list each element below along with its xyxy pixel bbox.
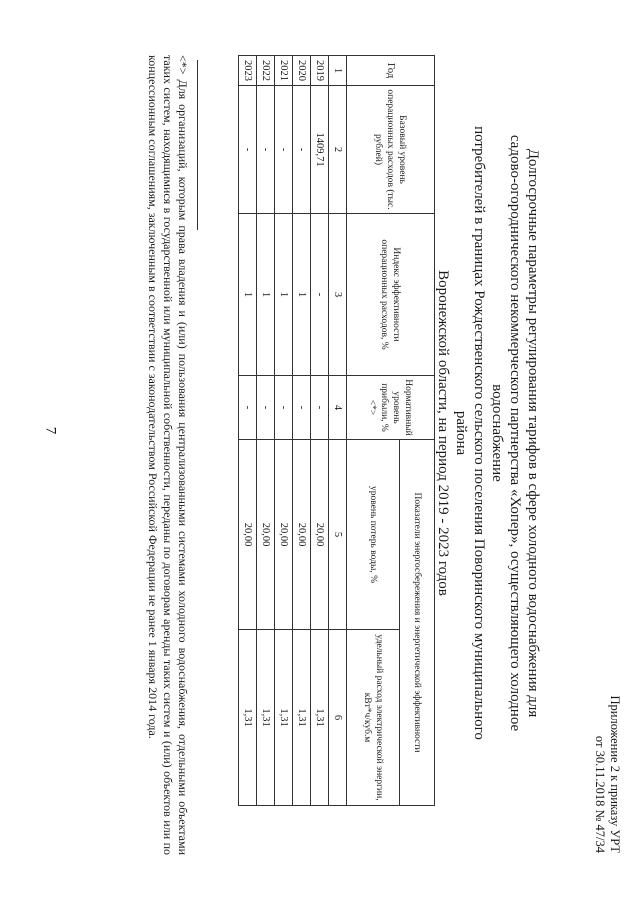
title-line-4: Воронежской области, на период 2019 - 2023 годов <box>435 270 451 596</box>
table-column-numbers-row <box>329 56 347 806</box>
cell-losses: 20,00 <box>311 440 329 630</box>
cell-electricity: 1,31 <box>257 630 275 806</box>
cell-profit-level: - <box>311 376 329 440</box>
cell-base-level: - <box>257 86 275 214</box>
cell-losses: 20,00 <box>275 440 293 630</box>
annex-line-1: Приложение 2 к приказу УРТ <box>608 695 622 853</box>
column-number: 2 <box>329 86 347 214</box>
column-number: 6 <box>329 630 347 806</box>
table-header-row <box>400 56 435 806</box>
table-row <box>311 56 329 806</box>
title-line-1: Долгосрочные параметры регулирования тарифов в сфере холодного водоснабжения для <box>525 148 541 718</box>
cell-losses: 20,00 <box>293 440 311 630</box>
annex-reference <box>592 696 622 854</box>
title-line-3: потребителей в границах Рождественского сельского поселения Поворинского муниципального района <box>453 126 487 740</box>
footnote: <*> Для организаций, которым права владения и (или) пользования централизованными системами холодного водоснабжения, отдельными объектами таких систем, находящимися в государственной или муниципальной собственности, переданы по договорам аренды таких систем и (или) объектов или по концессионным соглашениям, заключенным в соответствии с законодательством Российской Федерации не ранее 1 января 2014 года. <box>146 55 190 855</box>
cell-profit-level: - <box>275 376 293 440</box>
annex-line-2: от 30.11.2018 № 47/34 <box>593 735 607 853</box>
cell-electricity: 1,31 <box>275 630 293 806</box>
table-row <box>293 56 311 806</box>
cell-efficiency-index: 1 <box>239 214 257 376</box>
cell-electricity: 1,31 <box>311 630 329 806</box>
column-number: 1 <box>329 56 347 86</box>
cell-base-level: - <box>293 86 311 214</box>
cell-base-level: - <box>239 86 257 214</box>
document-title <box>434 118 542 748</box>
page-number: 7 <box>42 426 59 435</box>
cell-year: 2019 <box>311 56 329 86</box>
header-electricity: удельный расход электрической энергии, кВт*ч/куб.м <box>347 630 400 806</box>
table-row <box>275 56 293 806</box>
header-losses: уровень потерь воды, % <box>347 440 400 630</box>
cell-year: 2021 <box>275 56 293 86</box>
cell-losses: 20,00 <box>239 440 257 630</box>
cell-efficiency-index: 1 <box>293 214 311 376</box>
cell-profit-level: - <box>239 376 257 440</box>
cell-year: 2022 <box>257 56 275 86</box>
header-base-level: Базовый уровень операционных расходов (тыс. рублей) <box>347 86 435 214</box>
cell-profit-level: - <box>257 376 275 440</box>
table-row <box>257 56 275 806</box>
title-line-2: садово-огороднического некоммерческого партнерства «Хопер», осуществляющего холодное водоснабжение <box>489 134 523 732</box>
cell-year: 2020 <box>293 56 311 86</box>
cell-base-level: - <box>275 86 293 214</box>
column-number: 3 <box>329 214 347 376</box>
cell-base-level: 1409,71 <box>311 86 329 214</box>
column-number: 5 <box>329 440 347 630</box>
parameters-table <box>238 55 435 806</box>
header-profit-level: Нормативный уровень прибыли, % <*> <box>347 376 435 440</box>
header-energy-group: Показатели энергосбережения и энергетической эффективности <box>400 440 435 806</box>
cell-electricity: 1,31 <box>293 630 311 806</box>
cell-efficiency-index: - <box>311 214 329 376</box>
cell-profit-level: - <box>293 376 311 440</box>
table-row <box>239 56 257 806</box>
cell-losses: 20,00 <box>257 440 275 630</box>
cell-electricity: 1,31 <box>239 630 257 806</box>
column-number: 4 <box>329 376 347 440</box>
header-efficiency-index: Индекс эффективности операционных расходов, % <box>347 214 435 376</box>
cell-year: 2023 <box>239 56 257 86</box>
header-year: Год <box>347 56 435 86</box>
cell-efficiency-index: 1 <box>257 214 275 376</box>
cell-efficiency-index: 1 <box>275 214 293 376</box>
footnote-divider <box>197 60 198 230</box>
